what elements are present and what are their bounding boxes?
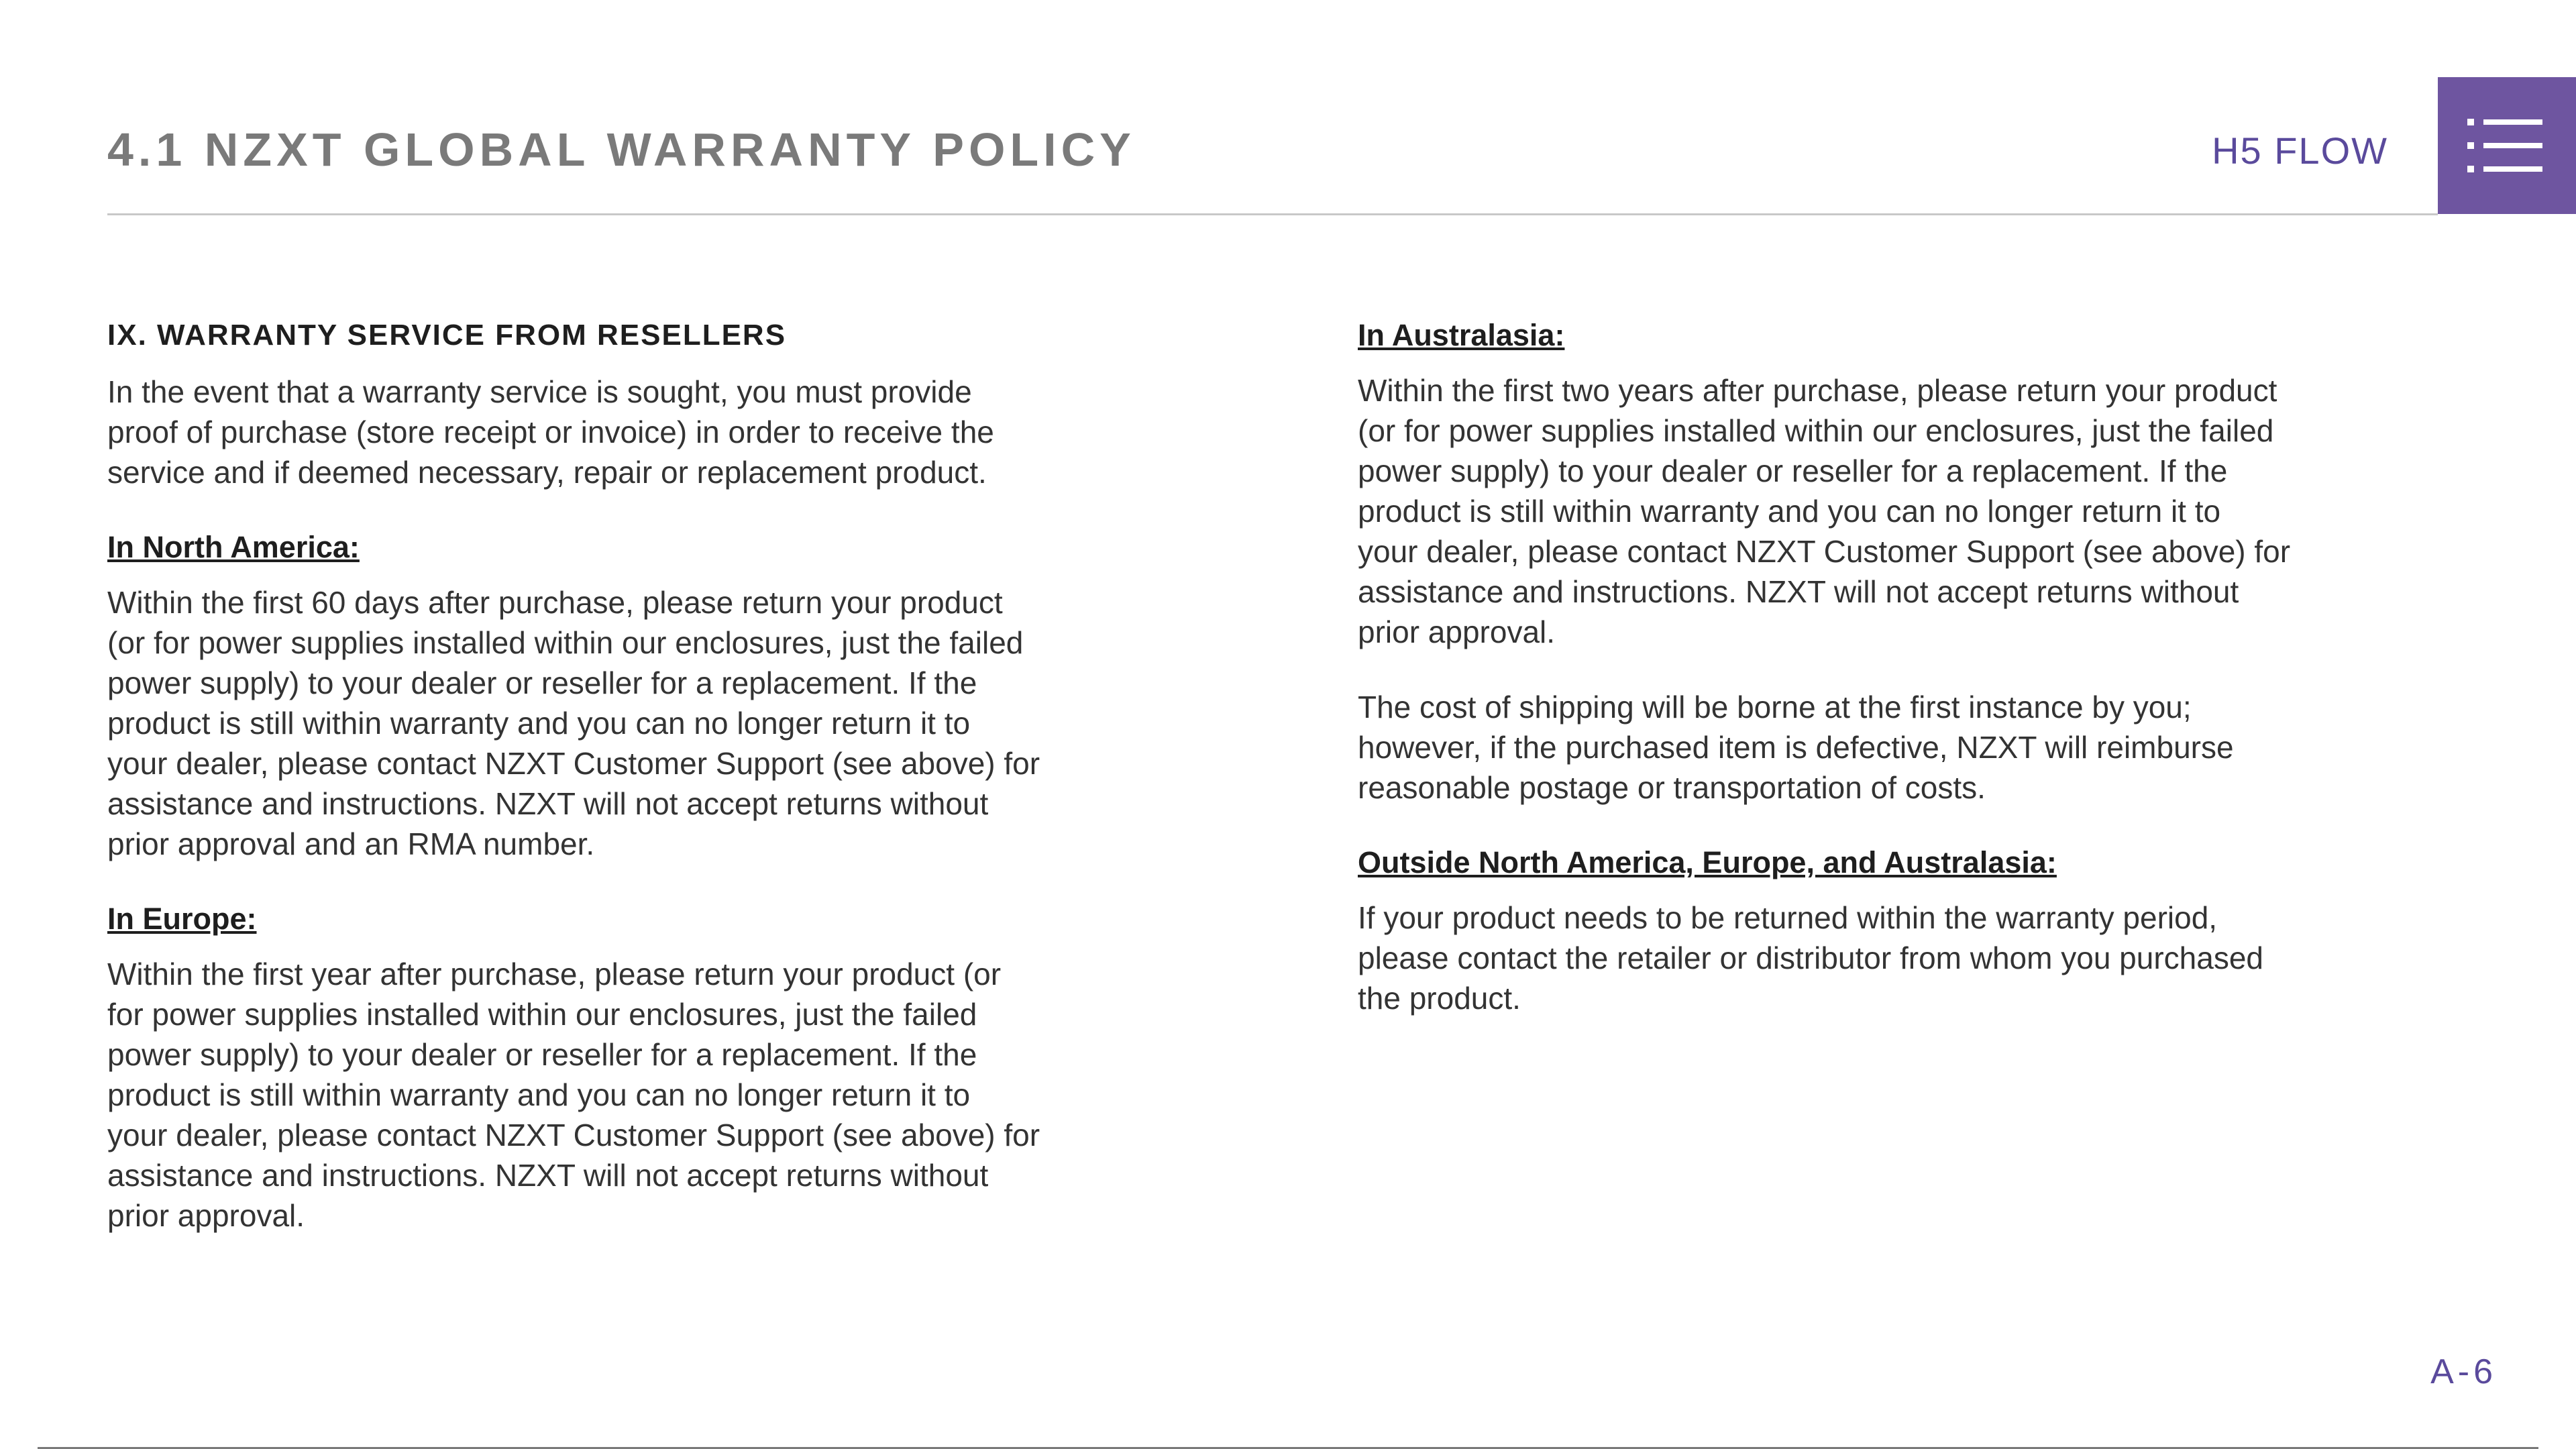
page-number: A-6 (2430, 1352, 2497, 1391)
section-heading: IX. WARRANTY SERVICE FROM RESELLERS (107, 319, 787, 352)
right-column (1358, 315, 2458, 1053)
product-name: H5 FLOW (2212, 129, 2388, 172)
intro-paragraph: In the event that a warranty service is sought, you must provide proof of purchase (store receipt or invoice) in order to receive the service and if deemed necessary, repair or replacement product. (107, 374, 994, 490)
australasia-heading: In Australasia: (1358, 318, 1565, 352)
outside-regions-heading: Outside North America, Europe, and Australasia: (1358, 845, 2057, 879)
north-america-heading: In North America: (107, 530, 360, 564)
header-divider (107, 213, 2438, 215)
north-america-paragraph: Within the first 60 days after purchase, please return your product (or for power supplies installed within our enclosures, just the failed power supply) to your dealer or reseller for a replacement. If the product is still within warranty and you can no longer return it to your dealer, please contact NZXT Customer Support (see above) for assistance and instructions. NZXT will not accept returns without prior approval and an RMA number. (107, 585, 1040, 861)
page-title: 4.1 NZXT GLOBAL WARRANTY POLICY (107, 123, 1136, 176)
europe-heading: In Europe: (107, 902, 257, 936)
list-menu-icon (2467, 116, 2542, 175)
outside-regions-paragraph: If your product needs to be returned within the warranty period, please contact the retailer or distributor from whom you purchased the product. (1358, 900, 2263, 1016)
menu-button[interactable] (2438, 77, 2576, 214)
australasia-paragraph: Within the first two years after purchase, please return your product (or for power supplies installed within our enclosures, just the failed power supply) to your dealer or reseller for a replacement. If the product is still within warranty and you can no longer return it to your dealer, please contact NZXT Customer Support (see above) for assistance and instructions. NZXT will not accept returns without prior approval. (1358, 373, 2291, 649)
shipping-paragraph: The cost of shipping will be borne at the first instance by you; however, if the purchased item is defective, NZXT will reimburse reasonable postage or transportation of costs. (1358, 690, 2234, 805)
left-column (107, 315, 1174, 1271)
europe-paragraph: Within the first year after purchase, please return your product (or for power supplies installed within our enclosures, just the failed power supply) to your dealer or reseller for a replacement. If the product is still within warranty and you can no longer return it to your dealer, please contact NZXT Customer Support (see above) for assistance and instructions. NZXT will not accept returns without prior approval. (107, 957, 1040, 1233)
